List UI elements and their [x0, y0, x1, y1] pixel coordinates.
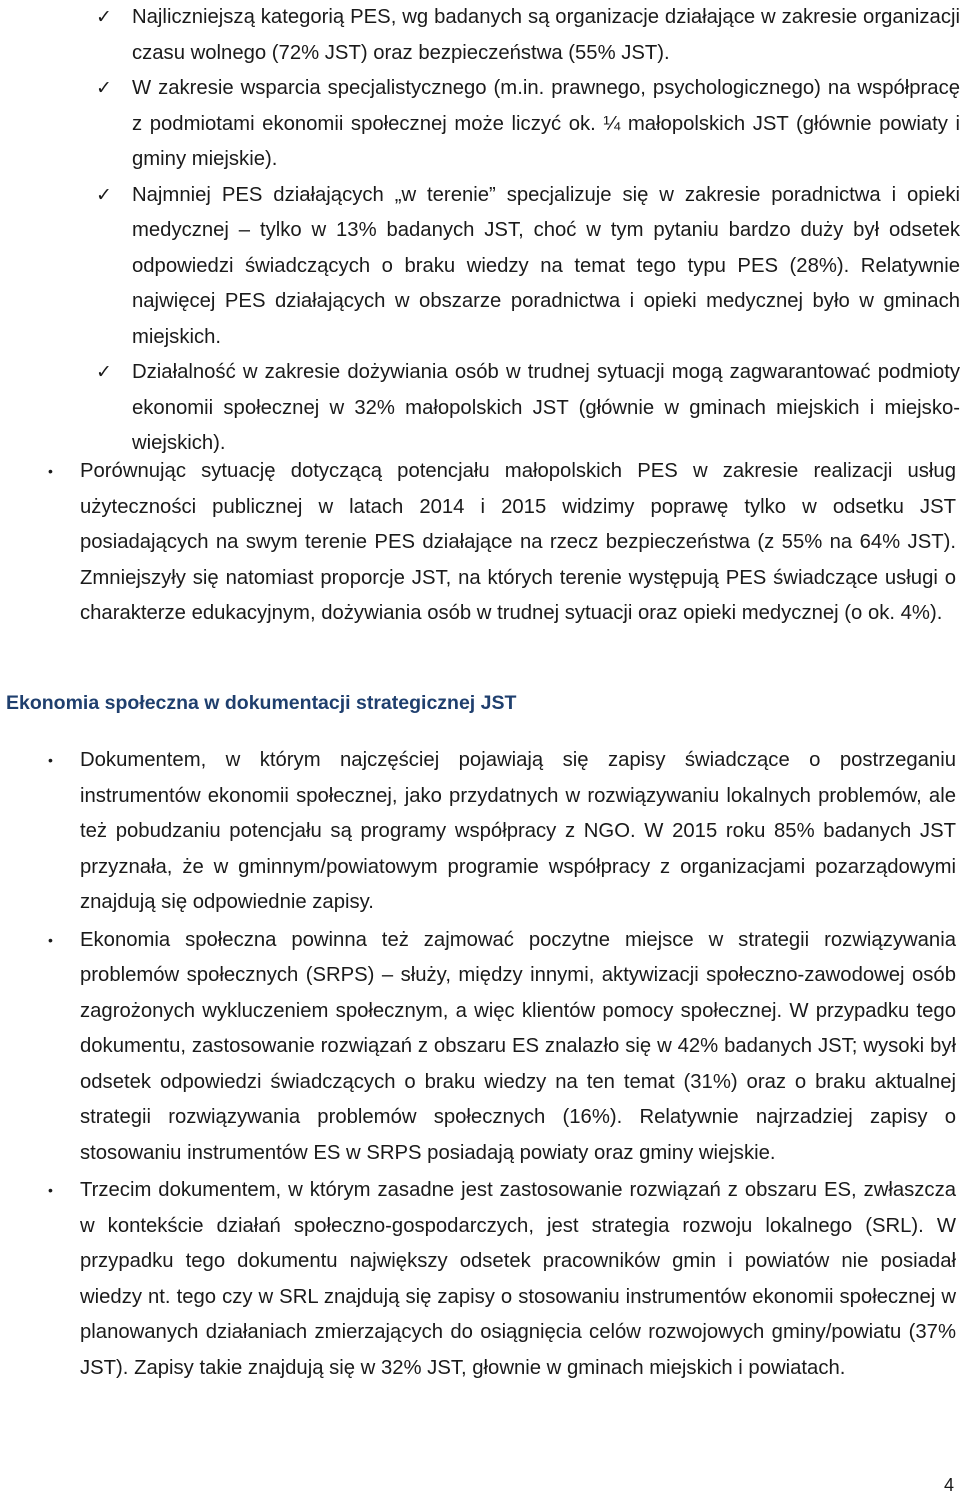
- list-item-text: Dokumentem, w którym najczęściej pojawiają się zapisy świadczące o postrzeganiu instrumentów ekonomii społecznej, jako przydatnych w rozwiązywaniu lokalnych problemów, ale też pobudzaniu potencjału są programy współpracy z NGO. W 2015 roku 85% badanych JST przyznała, że w gminnym/powiatowym programie współpracy z organizacjami pozarządowymi znajdują się odpowiednie zapisy.: [80, 749, 956, 913]
- list-item-text: Najmniej PES działających „w terenie” specjalizuje się w zakresie poradnictwa i opieki medycznej – tylko w 13% badanych JST, choć w tym pytaniu bardzo duży był odsetek odpowiedzi świadczących o braku wiedzy na temat tego typu PES (28%). Relatywnie najwięcej PES działających w obszarze poradnictwa i opieki medycznej było w gminach miejskich.: [132, 183, 960, 348]
- list-item: [48, 454, 956, 632]
- section-heading: Ekonomia społeczna w dokumentacji strategicznej JST: [6, 692, 517, 714]
- list-item-text: Działalność w zakresie dożywiania osób w trudnej sytuacji mogą zagwarantować podmioty ekonomii społecznej w 32% małopolskich JST (głównie w gminach miejskich i miejsko-wiejskich).: [132, 361, 960, 454]
- checkmark-icon: ✓: [96, 78, 112, 99]
- list-item: [96, 178, 960, 356]
- list-item: [48, 1173, 956, 1386]
- summary-bullet-list: [48, 454, 956, 634]
- checkmark-icon: ✓: [96, 184, 112, 206]
- list-item: [96, 71, 960, 178]
- list-item-text: W zakresie wsparcia specjalistycznego (m.in. prawnego, psychologicznego) na współpracę z podmiotami ekonomii społecznej może liczyć ok. ¼ małopolskich JST (głównie powiaty i gminy miejskie).: [132, 77, 960, 170]
- bullet-icon: •: [48, 752, 53, 768]
- list-item: [96, 355, 960, 462]
- checkmark-icon: ✓: [96, 7, 112, 28]
- bullet-icon: •: [48, 1182, 53, 1198]
- page-number: 4: [943, 1475, 954, 1495]
- list-item-text: Ekonomia społeczna powinna też zajmować poczytne miejsce w strategii rozwiązywania problemów społecznych (SRPS) – służy, między innymi, aktywizacji społeczno-zawodowej osób zagrożonych wykluczeniem społecznym, a więc klientów pomocy społecznej. W przypadku tego dokumentu, zastosowanie rozwiązań z obszaru ES znalazło się w 42% badanych JST; wysoki był odsetek odpowiedzi świadczących o braku wiedzy na ten temat (31%) oraz o braku aktualnej strategii rozwiązywania problemów społecznych (16%). Relatywnie najrzadziej zapisy o stosowaniu instrumentów ES w SRPS posiadają powiaty oraz gminy wiejskie.: [80, 928, 956, 1164]
- checkmark-icon: ✓: [96, 362, 112, 383]
- list-item-text: Trzecim dokumentem, w którym zasadne jest zastosowanie rozwiązań z obszaru ES, zwłaszcza w kontekście działań społeczno-gospodarczych, jest strategia rozwoju lokalnego (SRL). W przypadku tego dokumentu największy odsetek pracowników gmin i powiatów nie posiadał wiedzy nt. tego czy w SRL znajdują się zapisy o stosowaniu instrumentów ekonomii społecznej w planowanych działaniach zmierzających do osiągnięcia celów rozwojowych gminy/powiatu (37% JST). Zapisy takie znajdują się w 32% JST, głownie w gminach miejskich i powiatach.: [80, 1179, 956, 1379]
- list-item-text: Najliczniejszą kategorią PES, wg badanych są organizacje działające w zakresie organizacji czasu wolnego (72% JST) oraz bezpieczeństwa (55% JST).: [132, 6, 960, 64]
- bullet-icon: •: [48, 931, 53, 948]
- list-item: [96, 0, 960, 71]
- list-item: [48, 743, 956, 921]
- checkmark-list: [96, 0, 960, 462]
- list-item-text: Porównując sytuację dotyczącą potencjału małopolskich PES w zakresie realizacji usług użyteczności publicznej w latach 2014 i 2015 widzimy poprawę tylko w odsetku JST posiadających na swym terenie PES działające na rzecz bezpieczeństwa (z 55% na 64% JST). Zmniejszyły się natomiast proporcje JST, na których terenie występują PES świadczące usługi o charakterze edukacyjnym, dożywiania osób w trudnej sytuacji oraz opieki medycznej (o ok. 4%).: [80, 460, 956, 624]
- bullet-icon: •: [48, 463, 53, 479]
- list-item: [48, 923, 956, 1172]
- section-bullet-list: [48, 743, 956, 1388]
